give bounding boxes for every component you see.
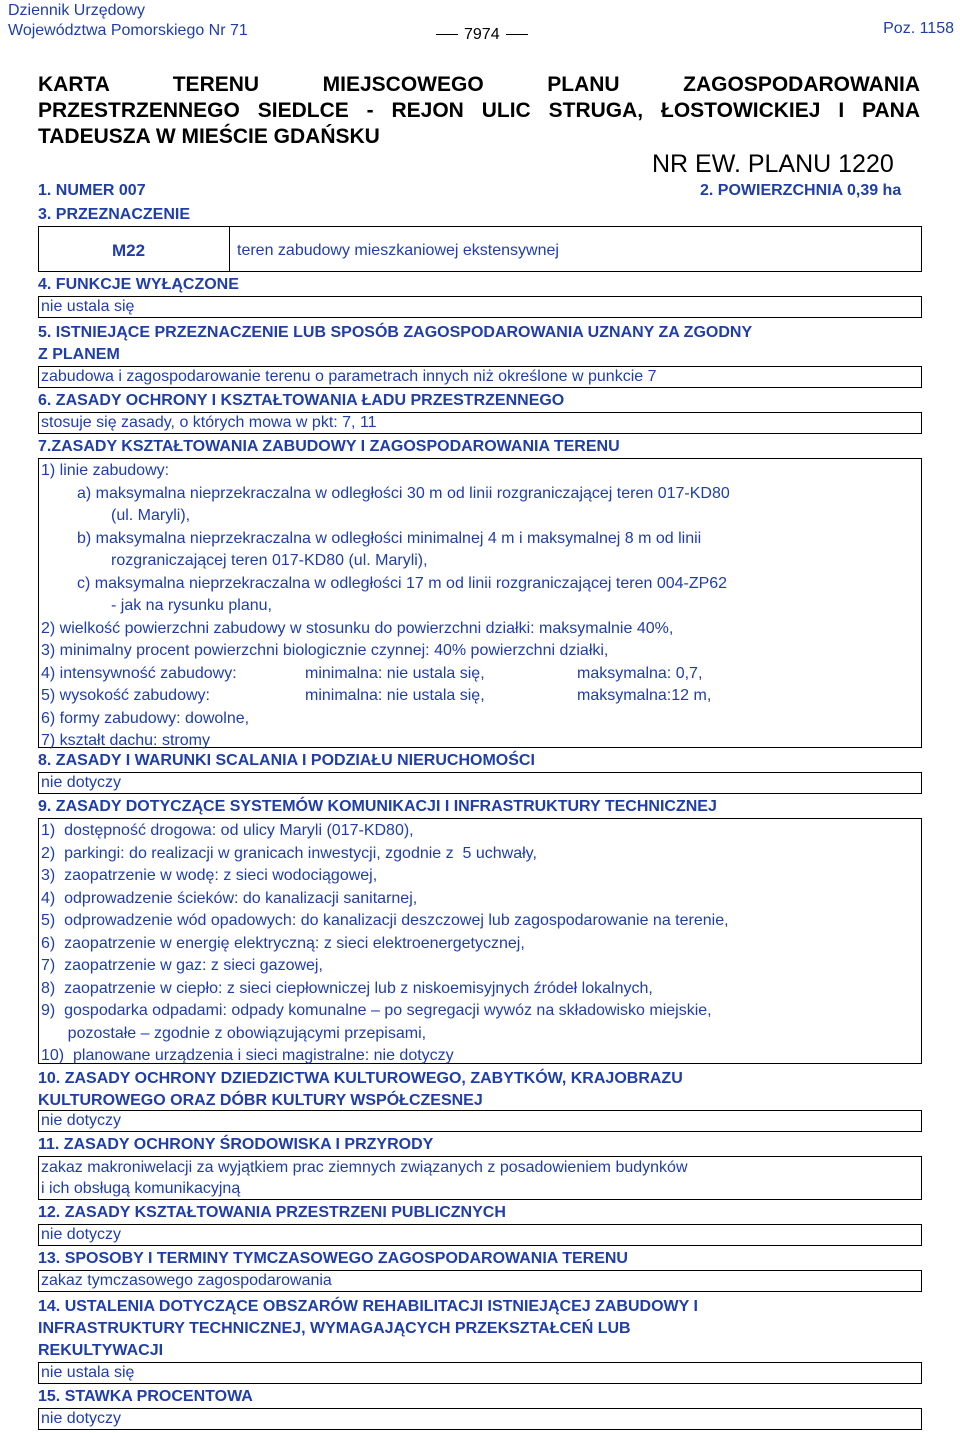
list-item: (ul. Maryli), — [111, 507, 191, 524]
section-12-heading: 12. ZASADY KSZTAŁTOWANIA PRZESTRZENI PUBLICZNYCH — [38, 1204, 506, 1221]
section-14-heading — [38, 1296, 698, 1362]
section-9-heading: 9. ZASADY DOTYCZĄCE SYSTEMÓW KOMUNIKACJI I INFRASTRUKTURY TECHNICZNEJ — [38, 798, 717, 815]
list-item: 7) zaopatrzenie w gaz: z sieci gazowej, — [41, 957, 323, 974]
item-min: minimalna: nie ustala się, — [305, 687, 485, 704]
section-14-box — [38, 1362, 922, 1384]
section-4-text: nie ustala się — [41, 298, 135, 315]
section-11-text: zakaz makroniwelacji za wyjątkiem prac ziemnych związanych z posadowieniem budynków — [41, 1159, 688, 1176]
list-item: 8) zaopatrzenie w ciepło: z sieci ciepłowniczej lub z niskoemisyjnych źródeł lokalnych, — [41, 979, 653, 997]
section-8-text: nie dotyczy — [41, 774, 122, 791]
section-15-box — [38, 1408, 922, 1430]
section-6-heading: 6. ZASADY OCHRONY I KSZTAŁTOWANIA ŁADU PRZESTRZENNEGO — [38, 392, 565, 409]
section-8-box — [38, 772, 922, 794]
list-item: 2) parkingi: do realizacji w granicach inwestycji, zgodnie z 5 uchwały, — [41, 844, 537, 862]
heading-line: KULTUROWEGO ORAZ DÓBR KULTURY WSPÓŁCZESNEJ — [38, 1092, 483, 1109]
item-label: 4) intensywność zabudowy: — [41, 664, 237, 682]
heading-line: INFRASTRUKTURY TECHNICZNEJ, WYMAGAJĄCYCH PRZEKSZTAŁCEŃ LUB — [38, 1320, 631, 1337]
heading-line: REKULTYWACJI — [38, 1342, 164, 1359]
section-11-text: i ich obsługą komunikacyjną — [41, 1180, 241, 1197]
section-13-text: zakaz tymczasowego zagospodarowania — [41, 1272, 332, 1289]
title-line: PRZESTRZENNEGO SIEDLCE - REJON ULIC STRUGA, ŁOSTOWICKIEJ I PANA — [38, 99, 920, 122]
section-6-text: stosuje się zasady, o których mowa w pkt: 7, 11 — [41, 414, 377, 431]
list-item: 7) kształt dachu: stromy — [41, 732, 210, 749]
list-item: c) maksymalna nieprzekraczalna w odległości 17 m od linii rozgraniczającej teren 004-ZP62 — [77, 574, 728, 592]
purpose-box — [38, 226, 922, 272]
list-item: - jak na rysunku planu, — [111, 597, 272, 614]
section-8-heading: 8. ZASADY I WARUNKI SCALANIA I PODZIAŁU NIERUCHOMOŚCI — [38, 752, 535, 769]
section-7-heading: 7.ZASADY KSZTAŁTOWANIA ZABUDOWY I ZAGOSPODAROWANIA TERENU — [38, 438, 620, 455]
title-line: KARTA TERENU MIEJSCOWEGO PLANU ZAGOSPODAROWANIA — [38, 73, 920, 96]
section-5-box — [38, 366, 922, 388]
list-item: 4) odprowadzenie ścieków: do kanalizacji sanitarnej, — [41, 889, 418, 907]
list-item: b) maksymalna nieprzekraczalna w odległości minimalnej 4 m i maksymalnej 8 m od linii — [77, 529, 702, 547]
document-title — [38, 72, 920, 150]
section-4-heading: 4. FUNKCJE WYŁĄCZONE — [38, 276, 239, 293]
section-6-box — [38, 412, 922, 434]
section-4-box — [38, 296, 922, 318]
list-item: 1) linie zabudowy: — [41, 462, 170, 479]
purpose-text: teren zabudowy mieszkaniowej ekstensywnej — [237, 242, 559, 259]
list-item: 1) dostępność drogowa: od ulicy Maryli (017-KD80), — [41, 822, 414, 839]
section-10-box — [38, 1110, 922, 1132]
section-12-box — [38, 1224, 922, 1246]
section-11-box — [38, 1156, 922, 1200]
list-item: 6) formy zabudowy: dowolne, — [41, 709, 250, 727]
position-number: Poz. 1158 — [883, 20, 954, 37]
item-min: minimalna: nie ustala się, — [305, 664, 485, 682]
section-10-heading — [38, 1068, 683, 1112]
list-item: 6) zaopatrzenie w energię elektryczną: z sieci elektroenergetycznej, — [41, 934, 525, 952]
section-9-box — [38, 818, 922, 1064]
list-item — [41, 663, 919, 686]
heading-line: Z PLANEM — [38, 346, 120, 363]
section-13-box — [38, 1270, 922, 1292]
title-line: TADEUSZA W MIEŚCIE GDAŃSKU — [38, 125, 380, 148]
section-13-heading: 13. SPOSOBY I TERMINY TYMCZASOWEGO ZAGOSPODAROWANIA TERENU — [38, 1250, 628, 1267]
section-3-heading: 3. PRZEZNACZENIE — [38, 206, 191, 223]
symbol-cell — [39, 227, 230, 271]
list-item — [41, 685, 919, 708]
list-item: 3) minimalny procent powierzchni biologicznie czynnej: 40% powierzchni działki, — [41, 642, 609, 659]
zone-symbol: M22 — [112, 241, 146, 260]
heading-line: 5. ISTNIEJĄCE PRZEZNACZENIE LUB SPOSÓB ZAGOSPODAROWANIA UZNANY ZA ZGODNY — [38, 324, 753, 341]
list-item: 10) planowane urządzenia i sieci magistralne: nie dotyczy — [41, 1047, 454, 1064]
section-7-box — [38, 458, 922, 748]
list-item: 3) zaopatrzenie w wodę: z sieci wodociągowej, — [41, 867, 378, 884]
section-10-text: nie dotyczy — [41, 1112, 122, 1129]
item-max: maksymalna: 0,7, — [577, 664, 703, 682]
item-label: 5) wysokość zabudowy: — [41, 687, 210, 704]
page-number: 7974 — [430, 26, 534, 44]
list-item: 2) wielkość powierzchni zabudowy w stosunku do powierzchni działki: maksymalnie 40%, — [41, 619, 674, 637]
section-12-text: nie dotyczy — [41, 1226, 122, 1243]
section-5-text: zabudowa i zagospodarowanie terenu o parametrach innych niż określone w punkcie 7 — [41, 368, 657, 385]
section-2-area: 2. POWIERZCHNIA 0,39 ha — [700, 182, 902, 199]
heading-line: 10. ZASADY OCHRONY DZIEDZICTWA KULTUROWEGO, ZABYTKÓW, KRAJOBRAZU — [38, 1070, 683, 1087]
list-item: pozostałe – zgodnie z obowiązującymi przepisami, — [41, 1024, 427, 1042]
section-5-heading — [38, 322, 752, 366]
section-11-heading: 11. ZASADY OCHRONY ŚRODOWISKA I PRZYRODY — [38, 1136, 434, 1153]
plan-registry-number: NR EW. PLANU 1220 — [652, 150, 894, 178]
journal-issue: Województwa Pomorskiego Nr 71 — [8, 22, 248, 39]
section-15-heading: 15. STAWKA PROCENTOWA — [38, 1388, 253, 1405]
journal-name: Dziennik Urzędowy — [8, 2, 145, 19]
item-max: maksymalna:12 m, — [577, 687, 712, 704]
list-item: rozgraniczającej teren 017-KD80 (ul. Maryli), — [111, 552, 428, 569]
section-14-text: nie ustala się — [41, 1364, 135, 1381]
page-header — [0, 0, 960, 48]
section-15-text: nie dotyczy — [41, 1410, 122, 1427]
list-item: 5) odprowadzenie wód opadowych: do kanalizacji deszczowej lub zagospodarowanie na terenie, — [41, 912, 729, 929]
heading-line: 14. USTALENIA DOTYCZĄCE OBSZARÓW REHABILITACJI ISTNIEJĄCEJ ZABUDOWY I — [38, 1298, 698, 1315]
section-1-number: 1. NUMER 007 — [38, 182, 146, 199]
list-item: a) maksymalna nieprzekraczalna w odległości 30 m od linii rozgraniczającej teren 017-KD80 — [77, 484, 730, 502]
list-item: 9) gospodarka odpadami: odpady komunalne – po segregacji wywóz na składowisko miejskie, — [41, 1002, 712, 1019]
